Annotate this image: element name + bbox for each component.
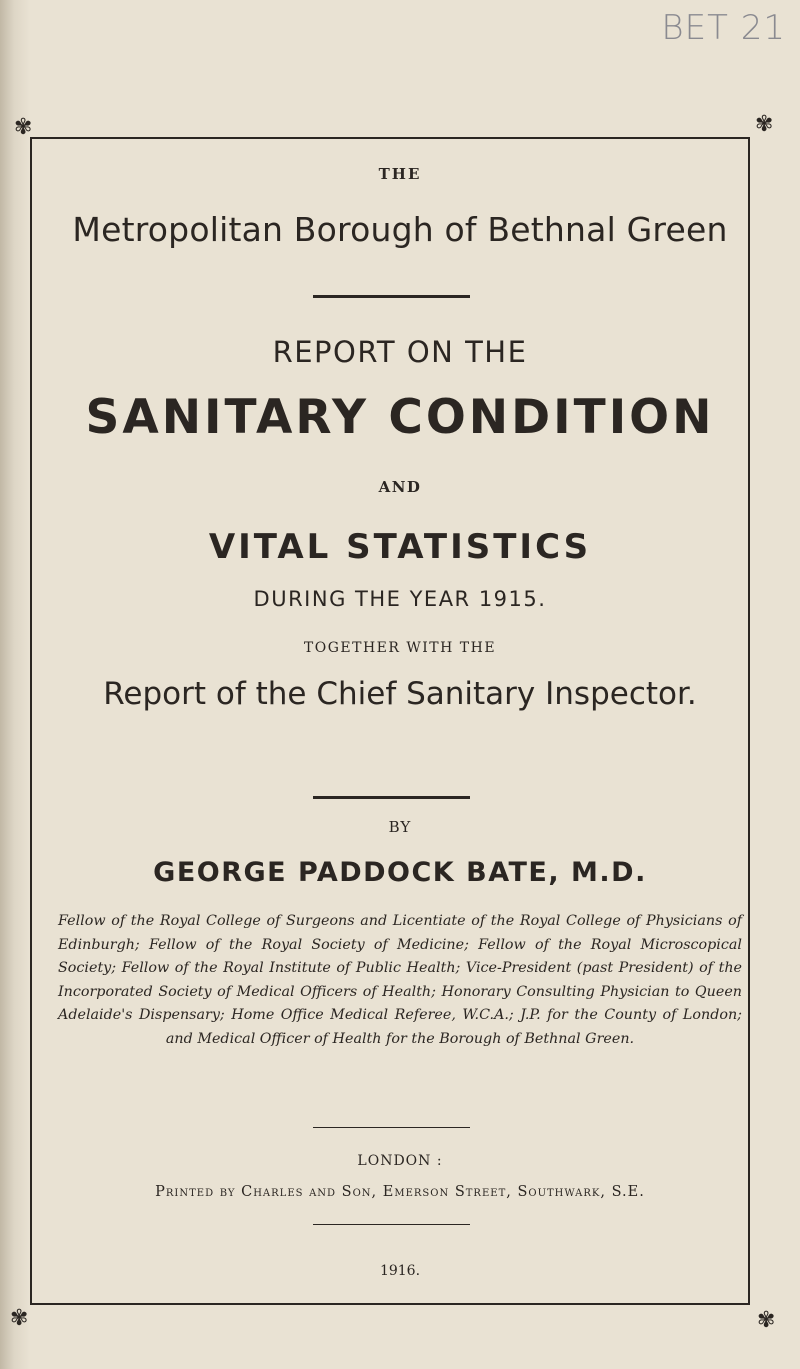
author-credentials: Fellow of the Royal College of Surgeons and Licentiate of the Royal College of Physicians of Edinburgh; Fellow of the Royal Society of Medicine; Fellow of the Royal Microscopical Society; Fellow of the Royal Institute of Public Health; Vice-President (past President) of the Incorporated Society of Medical Officers of Health; Honorary Consulting Physician to Queen Adelaide's Dispensary; Home Office Medical Referee, W.C.A.; J.P. for the County of London; and Medical Officer of Health for the Borough of Bethnal Green. xyxy=(58,913,742,1047)
thin-divider-rule xyxy=(313,1224,470,1225)
corner-ornament-top-right-icon: ✾ xyxy=(755,112,774,137)
corner-ornament-bottom-right-icon: ✾ xyxy=(757,1308,776,1333)
page-border-frame xyxy=(30,137,750,1305)
publication-year: 1916. xyxy=(379,1263,421,1279)
and-conjunction: AND xyxy=(378,478,422,496)
place-of-publication: LONDON : xyxy=(357,1153,443,1169)
corner-ornament-bottom-left-icon: ✾ xyxy=(10,1306,29,1331)
report-on-heading: REPORT ON THE xyxy=(272,335,528,369)
archive-reference: BET 21 xyxy=(661,8,786,48)
title-article: THE xyxy=(378,165,422,183)
sanitary-condition-heading: SANITARY CONDITION xyxy=(85,390,715,445)
by-line: BY xyxy=(388,818,412,836)
divider-rule xyxy=(313,796,470,799)
author-name: GEORGE PADDOCK BATE, M.D. xyxy=(153,857,647,888)
report-year-line: DURING THE YEAR 1915. xyxy=(253,587,547,611)
corner-ornament-top-left-icon: ✾ xyxy=(14,115,33,140)
vital-statistics-heading: VITAL STATISTICS xyxy=(208,527,592,567)
together-with-line: TOGETHER WITH THE xyxy=(303,640,497,656)
printer-imprint: Printed by Charles and Son, Emerson Street, Southwark, S.E. xyxy=(155,1184,645,1200)
chief-inspector-report-title: Report of the Chief Sanitary Inspector. xyxy=(103,676,697,712)
borough-name: Metropolitan Borough of Bethnal Green xyxy=(72,210,728,249)
divider-rule xyxy=(313,295,470,298)
thin-divider-rule xyxy=(313,1127,470,1128)
